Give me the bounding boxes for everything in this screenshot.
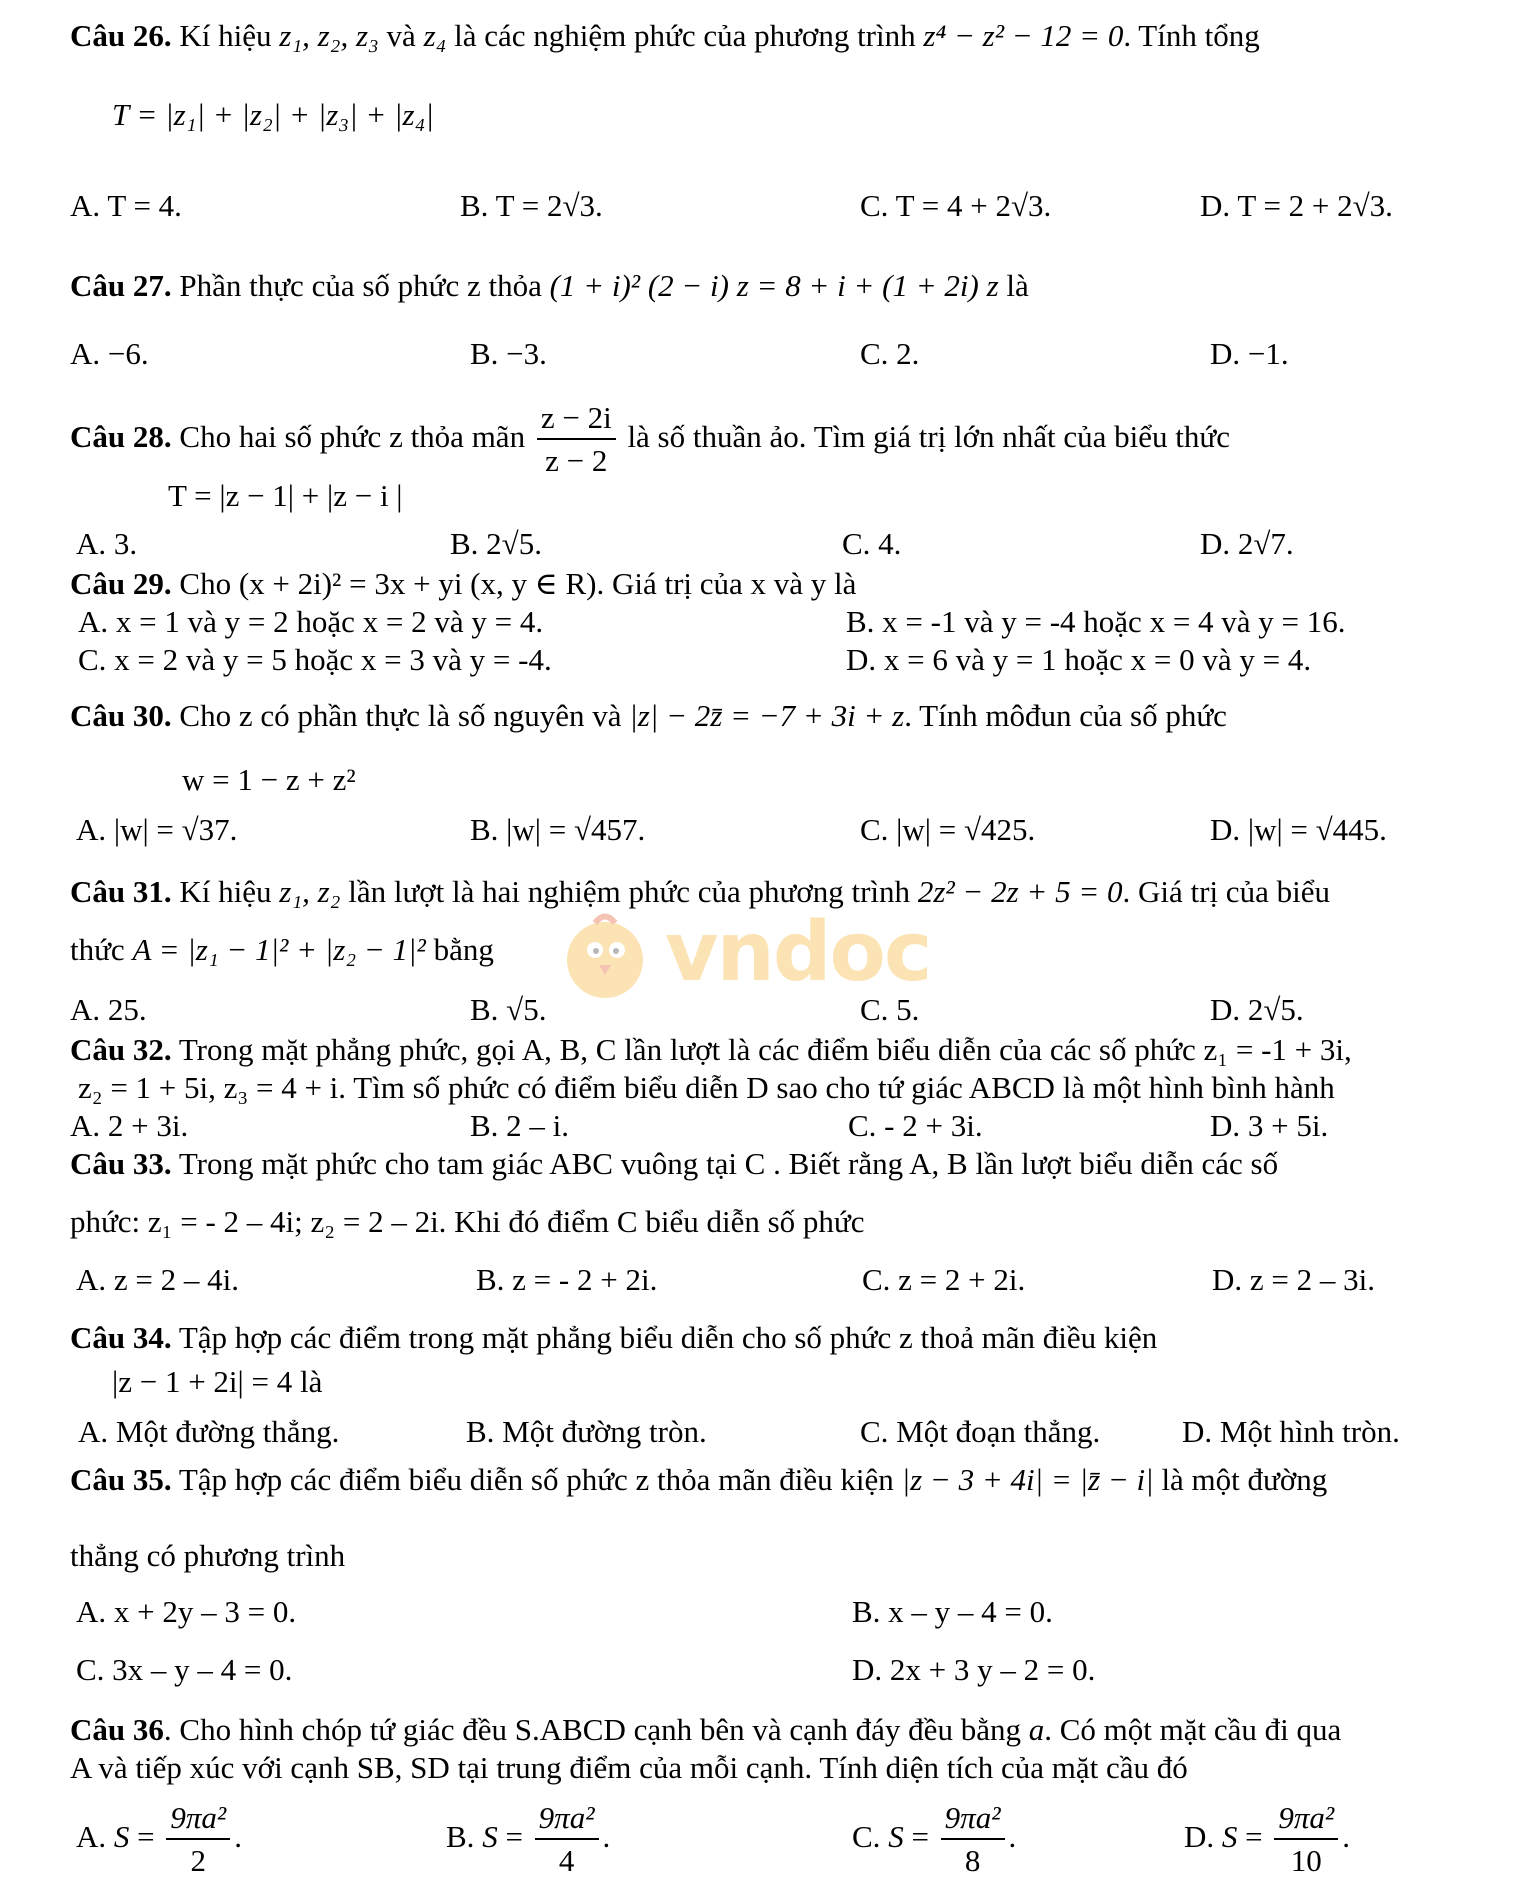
question-35: Câu 35. Tập hợp các điểm biểu diễn số phức z thỏa mãn điều kiện |z − 3 + 4i| = |z̄ − i| là một đường [70,1462,1328,1497]
option-b: B. z = - 2 + 2i. [476,1262,658,1297]
option-b: B. |w| = √457. [470,812,646,847]
question-32-line-2: z₂ = 1 + 5i, z₃ = 4 + i. Tìm số phức có điểm biểu diễn D sao cho tứ giác ABCD là một hình bình hành [78,1070,1335,1105]
option-b: B. x – y – 4 = 0. [852,1594,1053,1629]
question-label: Câu 36 [70,1712,164,1747]
question-32: Câu 32. Trong mặt phẳng phức, gọi A, B, C lần lượt là các điểm biểu diễn của các số phức z₁ = -1 + 3i, [70,1032,1352,1067]
option-c: C. 5. [860,992,920,1027]
question-label: Câu 29. [70,566,172,601]
option-a: A. z = 2 – 4i. [76,1262,239,1297]
fraction: $\frac{\text{9πa²}}{10}$ [1274,1798,1338,1882]
question-36-line-2: A và tiếp xúc với cạnh SB, SD tại trung điểm của mỗi cạnh. Tính diện tích của mặt cầu đó [70,1750,1188,1785]
option-a: A. x + 2y – 3 = 0. [76,1594,297,1629]
formula: T = |z − 1| + |z − i | [168,478,403,513]
option-a: A. −6. [70,336,149,371]
fraction: $\frac{z - 2i}{z - 2}$ [537,398,616,482]
question-28: Câu 28. Cho hai số phức z thỏa mãn $\frac{z - 2i}{z - 2}$ là số thuần ảo. Tìm giá trị lớn nhất của biểu thức [70,392,1230,482]
option-a: A. x = 1 và y = 2 hoặc x = 2 và y = 4. [78,604,544,639]
question-31-line-2: thức A = |z₁ − 1|² + |z₂ − 1|² bằng [70,932,494,967]
option-b: B. Một đường tròn. [466,1414,707,1449]
option-b: B. 2 – i. [470,1108,570,1143]
option-a: A. 3. [76,526,138,561]
option-b: B. T = 2√3. [460,188,603,223]
option-c: C. T = 4 + 2√3. [860,188,1052,223]
question-label: Câu 35. [70,1462,172,1497]
option-c: C. S = $\frac{\text{9πa²}}{8}$ . [852,1790,1016,1884]
option-b: B. √5. [470,992,547,1027]
equation: |z| − 2z̄ = −7 + 3i + z [629,698,905,733]
option-a: A. T = 4. [70,188,182,223]
option-c: C. - 2 + 3i. [848,1108,983,1143]
formula: A = |z₁ − 1|² + |z₂ − 1|² [132,932,426,967]
watermark-text: vndoc [665,905,931,1000]
option-b: B. x = -1 và y = -4 hoặc x = 4 và y = 16. [846,604,1346,639]
option-d: D. 3 + 5i. [1210,1108,1329,1143]
option-c: C. 2. [860,336,920,371]
question-34: Câu 34. Tập hợp các điểm trong mặt phẳng biểu diễn cho số phức z thoả mãn điều kiện [70,1320,1158,1355]
formula: T = |z₁| + |z₂| + |z₃| + |z₄| [112,97,434,132]
question-35-line-2: thẳng có phương trình [70,1538,346,1573]
option-c: C. |w| = √425. [860,812,1036,847]
option-b: B. S = $\frac{\text{9πa²}}{4}$ . [446,1790,610,1884]
option-d: D. S = $\frac{\text{9πa²}}{10}$ . [1184,1790,1350,1884]
option-d: D. z = 2 – 3i. [1212,1262,1375,1297]
fraction: $\frac{\text{9πa²}}{4}$ [535,1798,599,1882]
option-c: C. z = 2 + 2i. [862,1262,1026,1297]
question-33-line-2: phức: z₁ = - 2 – 4i; z₂ = 2 – 2i. Khi đó điểm C biểu diễn số phức [70,1204,865,1239]
option-d: D. −1. [1210,336,1289,371]
option-d: D. Một hình tròn. [1182,1414,1400,1449]
fraction: $\frac{\text{9πa²}}{8}$ [941,1798,1005,1882]
question-29: Câu 29. Cho (x + 2i)² = 3x + yi (x, y ∈ R). Giá trị của x và y là [70,566,857,601]
option-d: D. 2√7. [1200,526,1294,561]
option-b: B. −3. [470,336,547,371]
formula: w = 1 − z + z² [182,762,356,797]
option-a: A. Một đường thẳng. [78,1414,340,1449]
question-label: Câu 28. [70,419,172,454]
equation: (1 + i)² (2 − i) z = 8 + i + (1 + 2i) z [549,268,999,303]
equation: 2z² − 2z + 5 = 0 [917,874,1123,909]
equation: z⁴ − z² − 12 = 0 [923,18,1124,53]
question-33: Câu 33. Trong mặt phức cho tam giác ABC vuông tại C . Biết rằng A, B lần lượt biểu diễn các số [70,1146,1279,1181]
formula: |z − 1 + 2i| = 4 [112,1364,293,1399]
option-d: D. 2√5. [1210,992,1304,1027]
option-d: D. x = 6 và y = 1 hoặc x = 0 và y = 4. [846,642,1312,677]
question-36: Câu 36. Cho hình chóp tứ giác đều S.ABCD cạnh bên và cạnh đáy đều bằng a. Có một mặt cầu đi qua [70,1712,1342,1747]
question-label: Câu 32. [70,1032,172,1067]
option-a: A. S = $\frac{\text{9πa²}}{2}$ . [76,1790,242,1884]
question-label: Câu 31. [70,874,172,909]
question-31: Câu 31. Kí hiệu z₁, z₂ lần lượt là hai nghiệm phức của phương trình 2z² − 2z + 5 = 0. Giá trị của biểu [70,874,1330,909]
equation: |z − 3 + 4i| = |z̄ − i| [901,1462,1154,1497]
question-label: Câu 33. [70,1146,172,1181]
option-a: A. 25. [70,992,147,1027]
fraction: $\frac{\text{9πa²}}{2}$ [166,1798,230,1882]
question-label: Câu 27. [70,268,172,303]
question-label: Câu 26. [70,18,172,53]
question-30: Câu 30. Cho z có phần thực là số nguyên và |z| − 2z̄ = −7 + 3i + z. Tính môđun của số phức [70,698,1227,733]
option-d: D. 2x + 3 y – 2 = 0. [852,1652,1096,1687]
question-label: Câu 34. [70,1320,172,1355]
option-d: D. |w| = √445. [1210,812,1387,847]
chick-logo-icon [555,905,655,1005]
question-34-line-2: |z − 1 + 2i| = 4 là [112,1364,323,1399]
vndoc-watermark [555,905,975,1005]
question-26: Câu 26. Kí hiệu z₁, z₂, z₃ và z₄ là các nghiệm phức của phương trình z⁴ − z² − 12 = 0. Tính tổng [70,18,1260,53]
option-a: A. 2 + 3i. [70,1108,189,1143]
option-a: A. |w| = √37. [76,812,238,847]
option-c: C. x = 2 và y = 5 hoặc x = 3 và y = -4. [78,642,552,677]
option-d: D. T = 2 + 2√3. [1200,188,1393,223]
option-b: B. 2√5. [450,526,542,561]
option-c: C. Một đoạn thẳng. [860,1414,1101,1449]
option-c: C. 4. [842,526,902,561]
option-c: C. 3x – y – 4 = 0. [76,1652,293,1687]
question-27: Câu 27. Phần thực của số phức z thỏa (1 + i)² (2 − i) z = 8 + i + (1 + 2i) z là [70,268,1029,303]
question-label: Câu 30. [70,698,172,733]
